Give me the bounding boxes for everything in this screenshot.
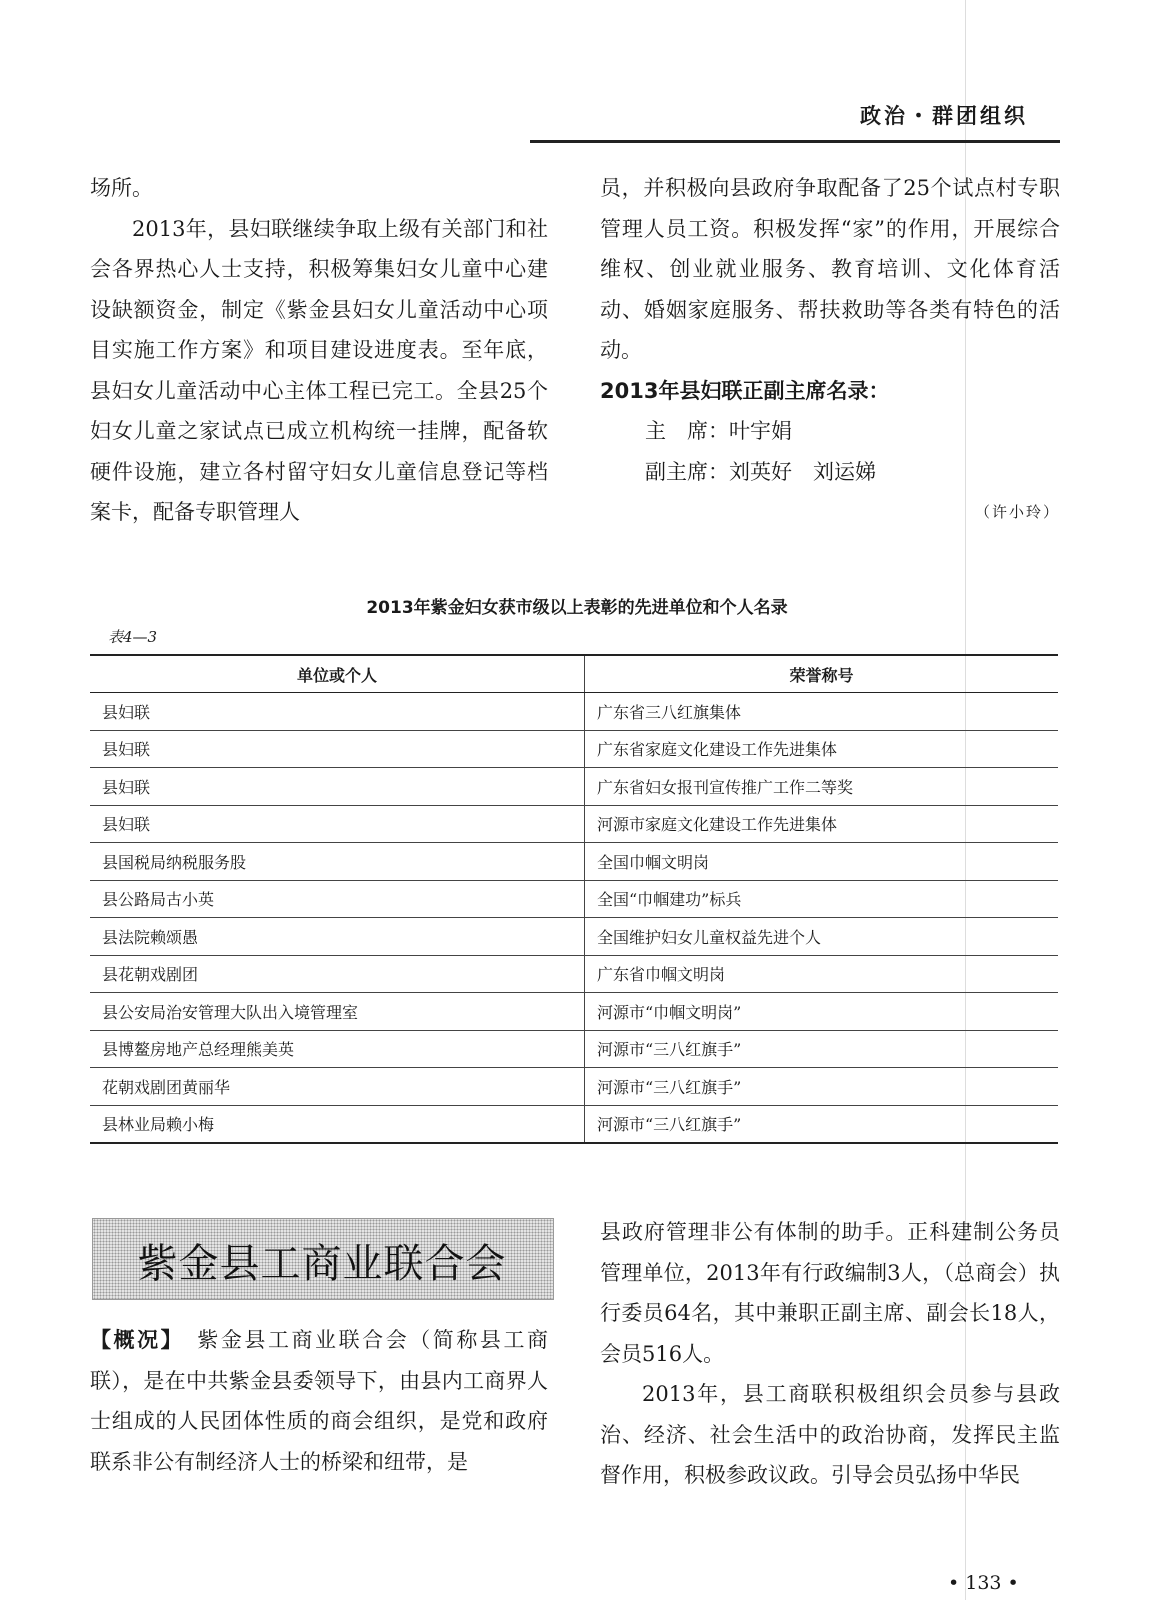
table-cell: 花朝戏剧团黄丽华 [90,1068,585,1106]
table-row [90,1105,1058,1143]
table-row [90,993,1058,1031]
table-row [90,918,1058,956]
table-cell: 广东省三八红旗集体 [585,693,1059,731]
table-row [90,880,1058,918]
running-header: 政治・群团组织 [860,104,1028,128]
author-signature: （许小玲） [974,503,1060,521]
table-cell: 广东省家庭文化建设工作先进集体 [585,730,1059,768]
chair-line: 主 席：叶宇娟 [645,419,792,443]
table-row [90,1068,1058,1106]
right-column-bottom [600,1212,1060,1496]
table-cell: 全国“巾帼建功”标兵 [585,880,1059,918]
table-cell: 广东省妇女报刊宣传推广工作二等奖 [585,768,1059,806]
table-cell: 广东省巾帼文明岗 [585,955,1059,993]
paragraph: 2013年，县妇联继续争取上级有关部门和社会各界热心人士支持，积极筹集妇女儿童中心建设缺额资金，制定《紫金县妇女儿童活动中心项目实施工作方案》和项目建设进度表。至年底，县妇女儿童活动中心主体工程已完工。全县25个妇女儿童之家试点已成立机构统一挂牌，配备软硬件设施，建立各村留守妇女儿童信息登记等档案卡，配备专职管理人 [90,216,548,524]
paragraph: 场所。 [90,176,153,200]
table-cell: 县妇联 [90,805,585,843]
table-cell: 河源市家庭文化建设工作先进集体 [585,805,1059,843]
table-cell: 河源市“巾帼文明岗” [585,993,1059,1031]
header-rule [530,140,1060,143]
table-cell: 全国维护妇女儿童权益先进个人 [585,918,1059,956]
page-number: • 133 • [948,1572,1019,1594]
table-cell: 县博鳌房地产总经理熊美英 [90,1030,585,1068]
table-cell: 县妇联 [90,768,585,806]
vice-chair-line: 副主席：刘英好 刘运娣 [645,459,876,484]
table-cell: 县妇联 [90,730,585,768]
section-title: 紫金县工商业联合会 [137,1241,507,1287]
table-cell: 县法院赖颂愚 [90,918,585,956]
paragraph: 员，并积极向县政府争取配备了25个试点村专职管理人员工资。积极发挥“家”的作用，开展综合维权、创业就业服务、教育培训、文化体育活动、婚姻家庭服务、帮扶救助等各类有特色的活动。 [600,176,1060,362]
table-number: 表4—3 [108,628,158,646]
paragraph [90,1320,548,1482]
left-column-top [90,168,548,533]
paragraph: 2013年，县工商联积极组织会员参与县政治、经济、社会生活中的政治协商，发挥民主监督作用，积极参政议政。引导会员弘扬中华民 [600,1382,1060,1487]
roster-title: 2013年县妇联正副主席名录： [600,378,890,403]
table-cell: 县公路局古小英 [90,880,585,918]
table-cell: 县公安局治安管理大队出入境管理室 [90,993,585,1031]
honors-table [90,654,1058,1144]
table-cell: 县妇联 [90,693,585,731]
table-cell: 河源市“三八红旗手” [585,1030,1059,1068]
paragraph-text: 紫金县工商业联合会（简称县工商联），是在中共紫金县委领导下，由县内工商界人士组成的人民团体性质的商会组织，是党和政府联系非公有制经济人士的桥梁和纽带，是 [90,1328,549,1474]
paragraph: 县政府管理非公有体制的助手。正科建制公务员管理单位，2013年有行政编制3人，（总商会）执行委员64名，其中兼职正副主席、副会长18人，会员516人。 [600,1220,1060,1366]
table-cell: 县花朝戏剧团 [90,955,585,993]
left-column-bottom [90,1320,548,1482]
table-row [90,843,1058,881]
table-row [90,955,1058,993]
table-row [90,1030,1058,1068]
table-cell: 河源市“三八红旗手” [585,1105,1059,1143]
table-row [90,730,1058,768]
table-cell: 河源市“三八红旗手” [585,1068,1059,1106]
table-row [90,805,1058,843]
column-header: 荣誉称号 [585,655,1059,693]
overview-tag: 【概况】 [90,1328,174,1352]
table-header-row [90,655,1058,693]
table-title: 2013年紫金妇女获市级以上表彰的先进单位和个人名录 [366,598,788,618]
column-header: 单位或个人 [90,655,585,693]
table-row [90,768,1058,806]
table-cell: 县林业局赖小梅 [90,1105,585,1143]
table-cell: 全国巾帼文明岗 [585,843,1059,881]
table-row [90,693,1058,731]
right-column-top [600,168,1060,533]
table-cell: 县国税局纳税服务股 [90,843,585,881]
